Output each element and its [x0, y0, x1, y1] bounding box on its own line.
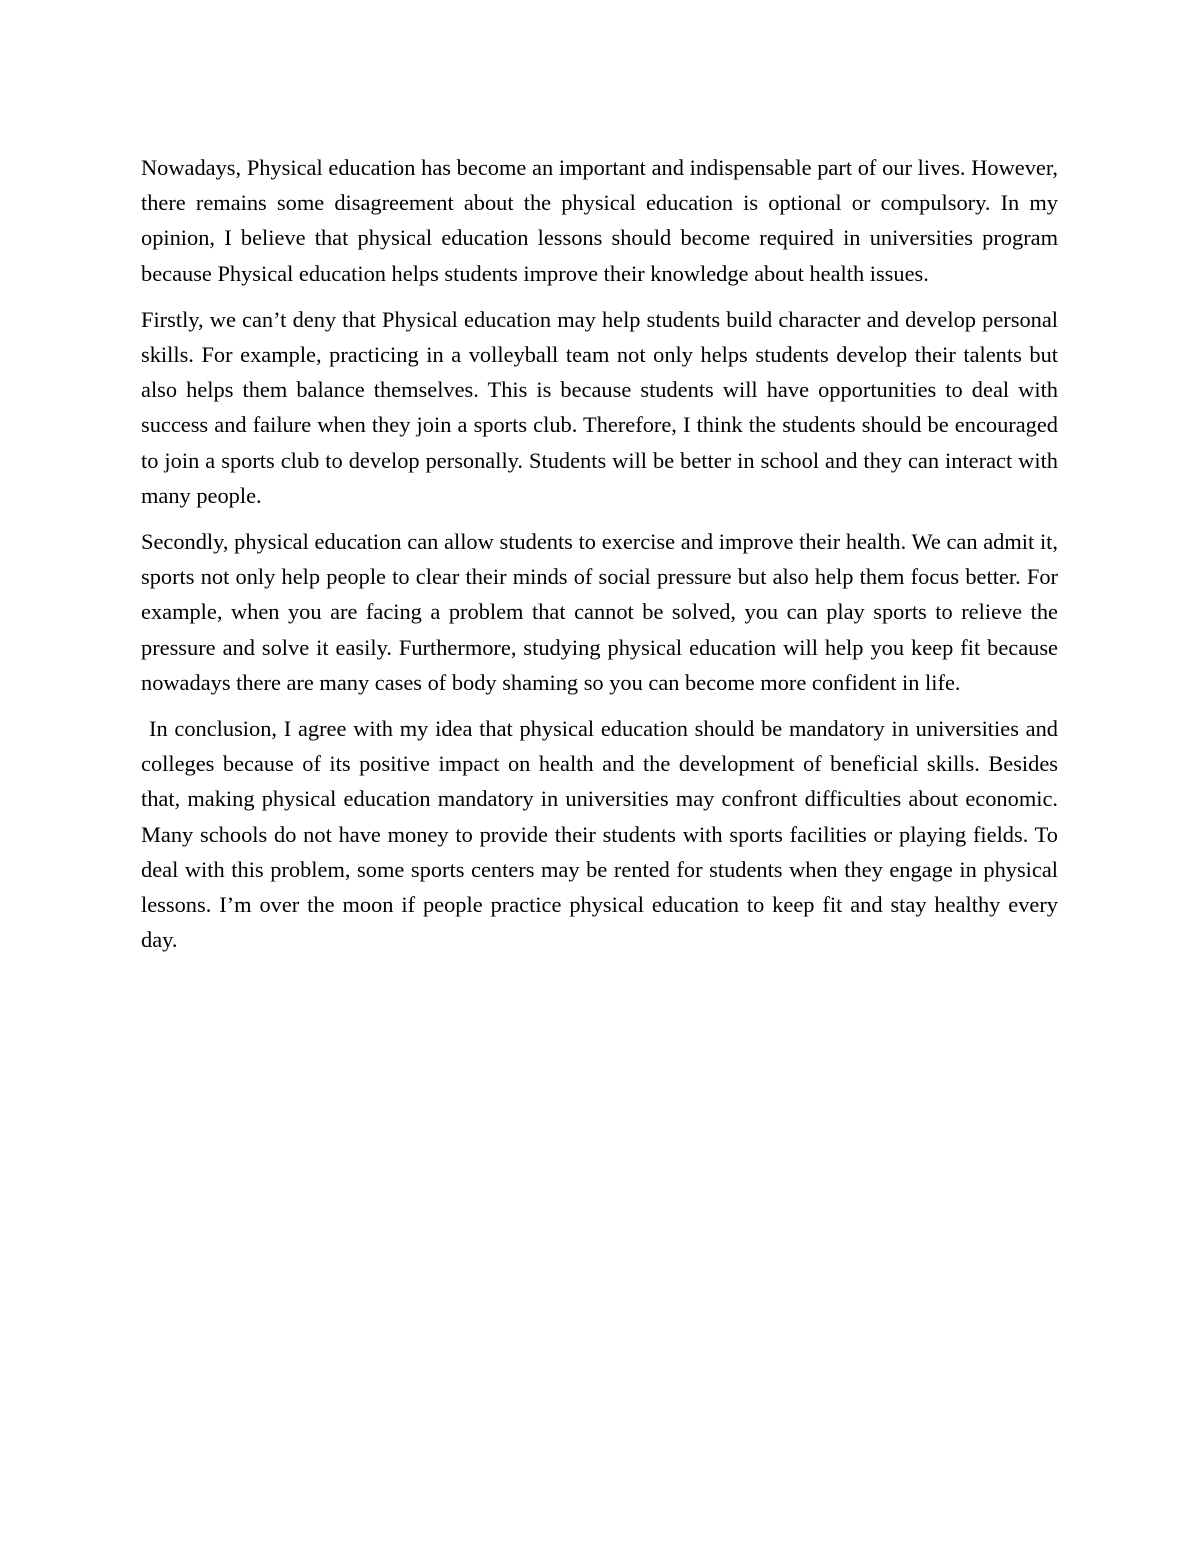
- paragraph-secondly: Secondly, physical education can allow students to exercise and improve their health. We can admit it, sports not only help people to clear their minds of social pressure but also help them focus better. For example, when you are facing a problem that cannot be solved, you can play sports to relieve the pressure and solve it easily. Furthermore, studying physical education will help you keep fit because nowadays there are many cases of body shaming so you can become more confident in life.: [141, 529, 1058, 695]
- paragraph-introduction: Nowadays, Physical education has become an important and indispensable part of our lives. However, there remains some disagreement about the physical education is optional or compulsory. In my opinion, I believe that physical education lessons should become required in universities program because Physical education helps students improve their knowledge about health issues.: [141, 155, 1058, 286]
- document-body: [141, 150, 1058, 968]
- paragraph-conclusion: In conclusion, I agree with my idea that physical education should be mandatory in universities and colleges because of its positive impact on health and the development of beneficial skills. Besides that, making physical education mandatory in universities may confront difficulties about economic. Many schools do not have money to provide their students with sports facilities or playing fields. To deal with this problem, some sports centers may be rented for students when they engage in physical lessons. I’m over the moon if people practice physical education to keep fit and stay healthy every day.: [141, 716, 1058, 953]
- paragraph-firstly: Firstly, we can’t deny that Physical education may help students build character and develop personal skills. For example, practicing in a volleyball team not only helps students develop their talents but also helps them balance themselves. This is because students will have opportunities to deal with success and failure when they join a sports club. Therefore, I think the students should be encouraged to join a sports club to develop personally. Students will be better in school and they can interact with many people.: [141, 306, 1058, 508]
